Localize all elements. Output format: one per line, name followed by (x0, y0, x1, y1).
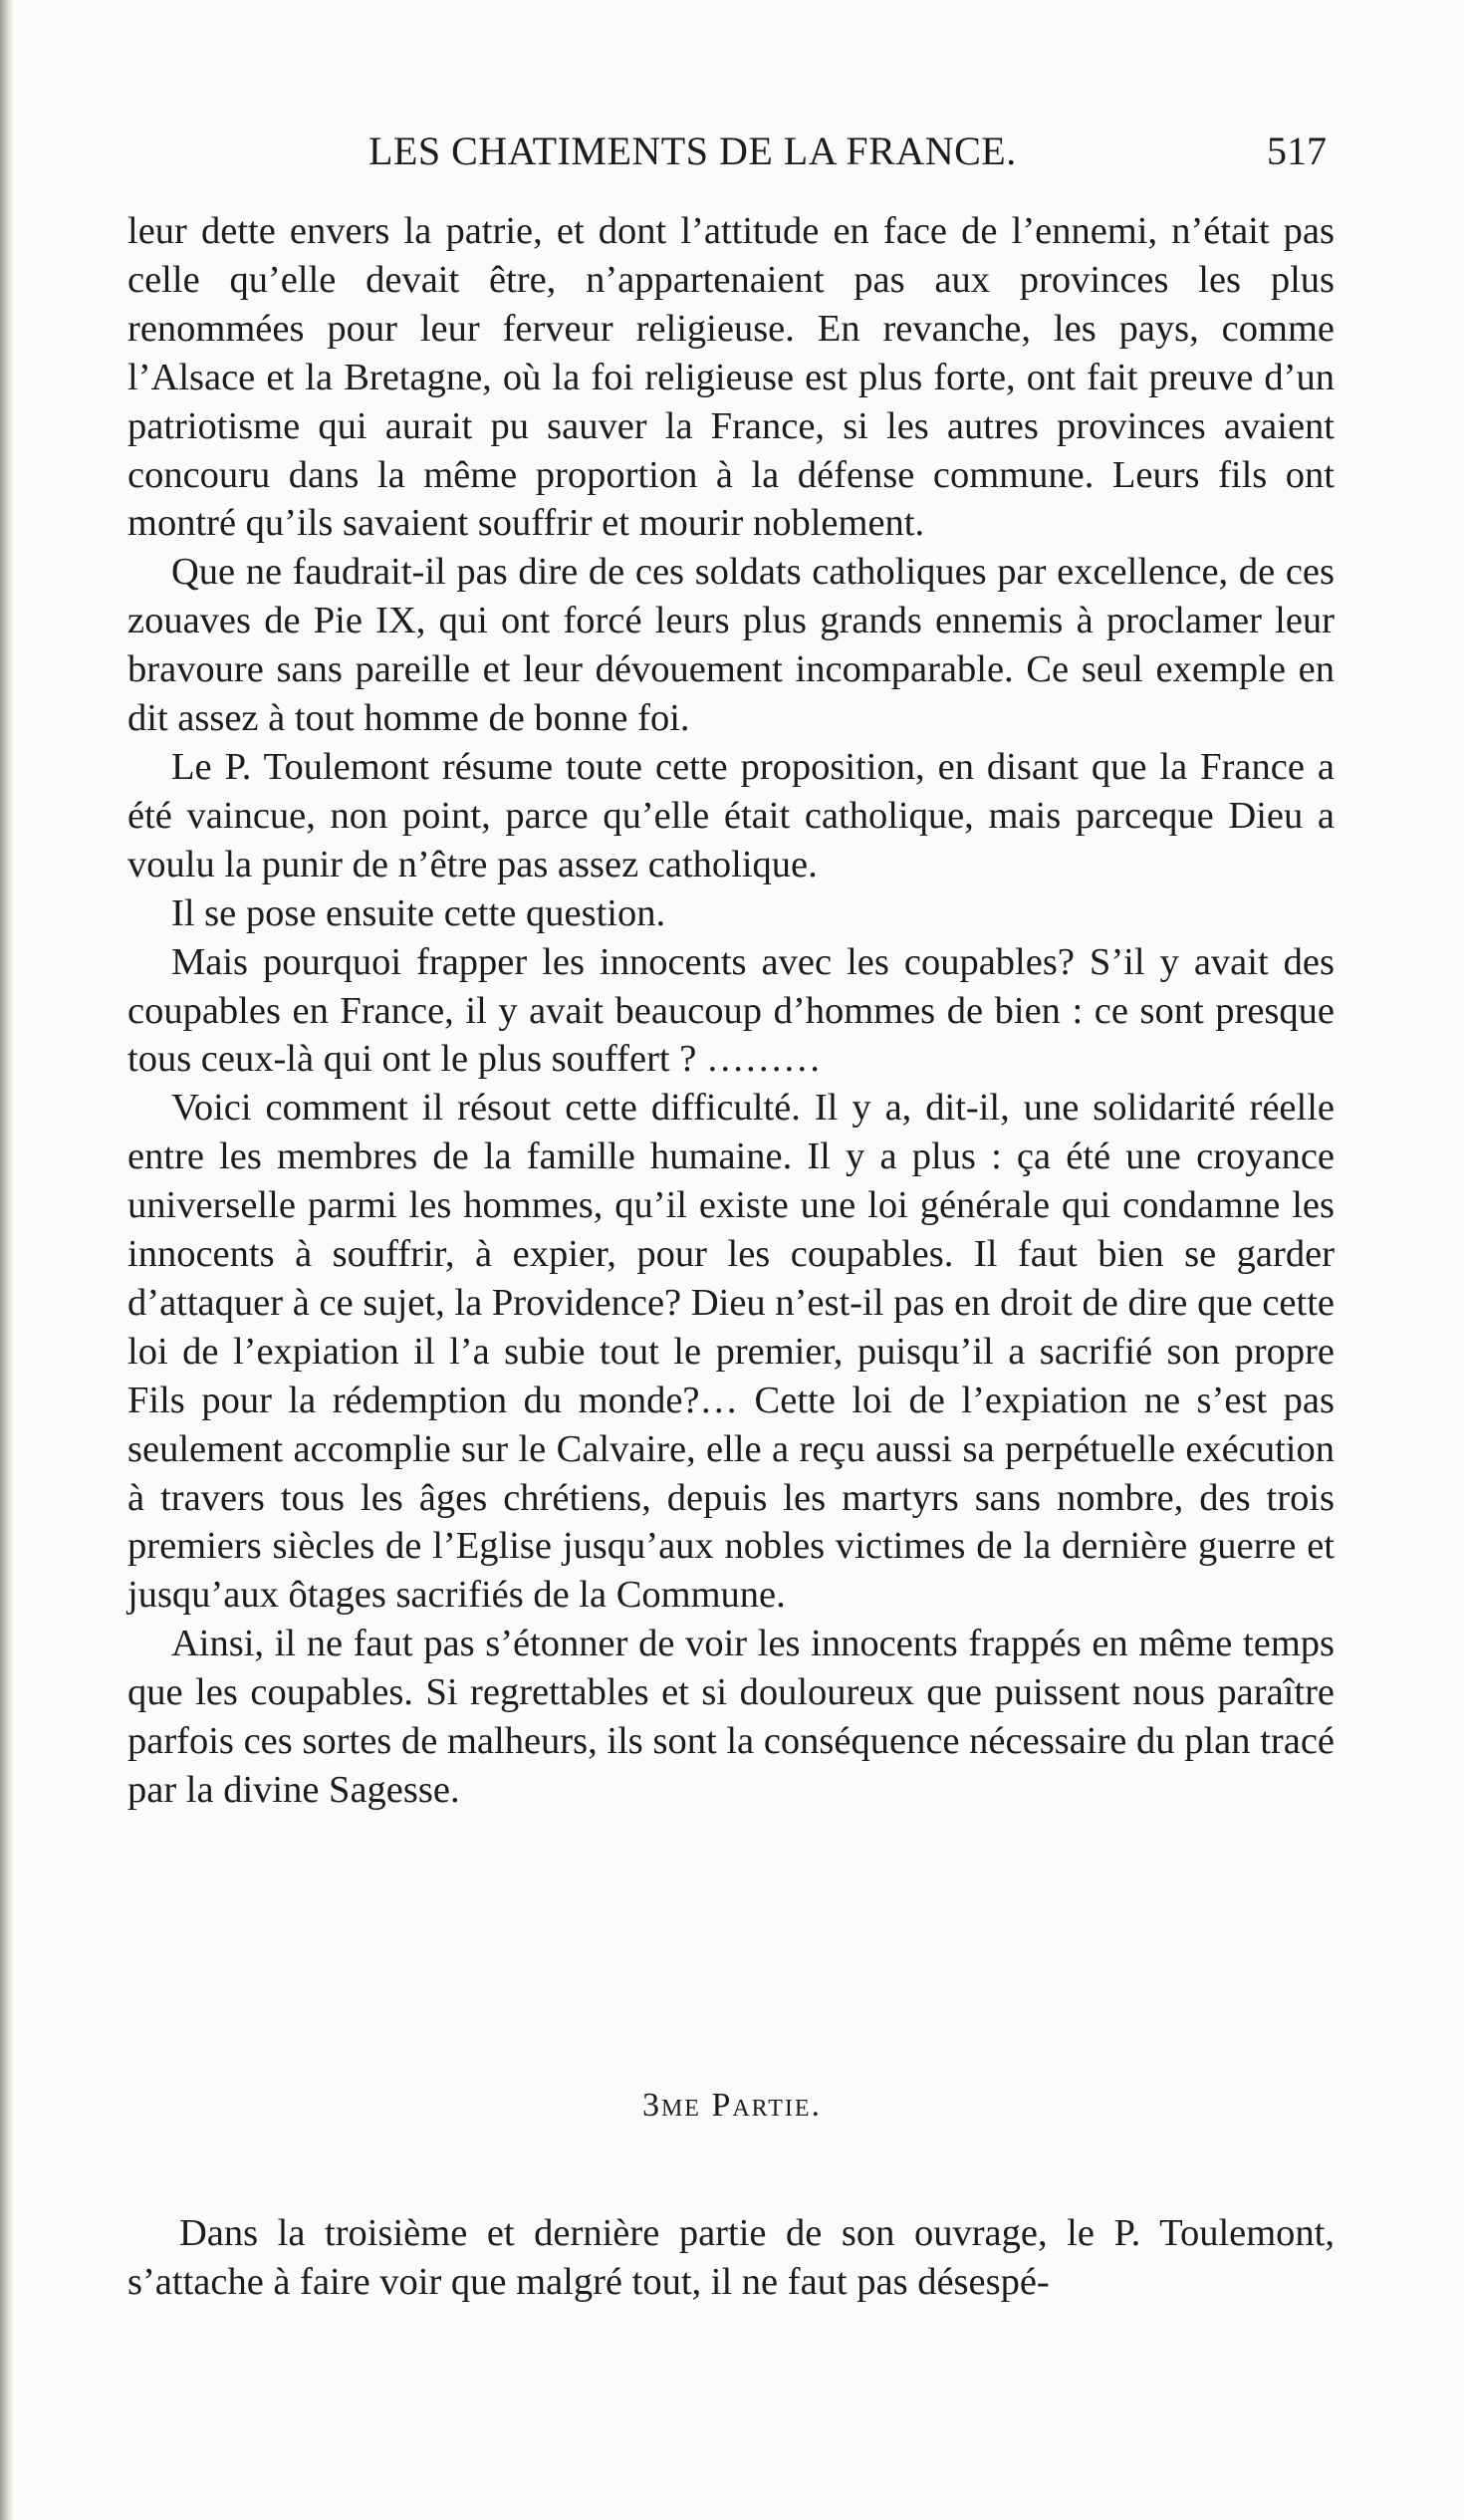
paragraph: Dans la troisième et dernière partie de son ouvrage, le P. Toulemont, s’attache à faire voir que malgré tout, il ne faut pas désespé- (127, 2212, 1335, 2303)
running-title: LES CHATIMENTS DE LA FRANCE. (368, 128, 1017, 173)
paragraph: Le P. Toulemont résume toute cette proposition, en disant que la France a été vaincue, non point, parce qu’elle était catholique, mais parceque Dieu a voulu la punir de n’être pas assez catholique. (127, 745, 1335, 885)
binding-edge-shadow (0, 0, 14, 2520)
section-heading: 3me Partie. (641, 2087, 823, 2124)
main-text-block (127, 207, 1335, 1815)
paragraph: Que ne faudrait-il pas dire de ces soldats catholiques par excellence, de ces zouaves de Pie IX, qui ont forcé leurs plus grands ennemis à proclamer leur bravoure sans pareille et leur dévouement incomparable. Ce seul exemple en dit assez à tout homme de bonne foi. (127, 551, 1335, 740)
paragraph: Il se pose ensuite cette question. (171, 891, 666, 934)
paragraph: Voici comment il résout cette difficulté. Il y a, dit-il, une solidarité réelle entre les membres de la famille humaine. Il y a plus : ça été une croyance universelle parmi les hommes, qu’il existe une loi générale qui condamne les innocents à souffrir, à expier, pour les coupables. Il faut bien se garder d’attaquer à ce sujet, la Providence? Dieu n’est-il pas en droit de dire que cette loi de l’expiation il l’a subie tout le premier, puisqu’il a sacrifié son propre Fils pour la rédemption du monde?… Cette loi de l’expiation ne s’est pas seulement accomplie sur le Calvaire, elle a reçu aussi sa perpétuelle exécution à travers tous les âges chrétiens, depuis les martyrs sans nombre, des trois premiers siècles de l’Eglise jusqu’aux nobles victimes de la dernière guerre et jusqu’aux ôtages sacrifiés de la Commune. (127, 1087, 1335, 1617)
paragraph: leur dette envers la patrie, et dont l’attitude en face de l’ennemi, n’était pas celle qu’elle devait être, n’appartenaient pas aux provinces les plus renommées pour leur ferveur religieuse. En revanche, les pays, comme l’Alsace et la Bretagne, où la foi religieuse est plus forte, ont fait preuve d’un patriotisme qui aurait pu sauver la France, si les autres provinces avaient concouru dans la même proportion à la défense commune. Leurs fils ont montré qu’ils savaient souffrir et mourir noblement. (127, 210, 1335, 545)
paragraph: Mais pourquoi frapper les innocents avec les coupables? S’il y avait des coupables en France, il y avait beaucoup d’hommes de bien : ce sont presque tous ceux-là qui ont le plus souffert ? ……… (127, 940, 1335, 1081)
section-text-block (127, 2209, 1335, 2307)
page-number: 517 (1267, 128, 1327, 173)
paragraph: Ainsi, il ne faut pas s’étonner de voir les innocents frappés en même temps que les coupables. Si regrettables et si douloureux que puissent nous paraître parfois ces sortes de malheurs, ils sont la conséquence nécessaire du plan tracé par la divine Sagesse. (127, 1623, 1335, 1811)
